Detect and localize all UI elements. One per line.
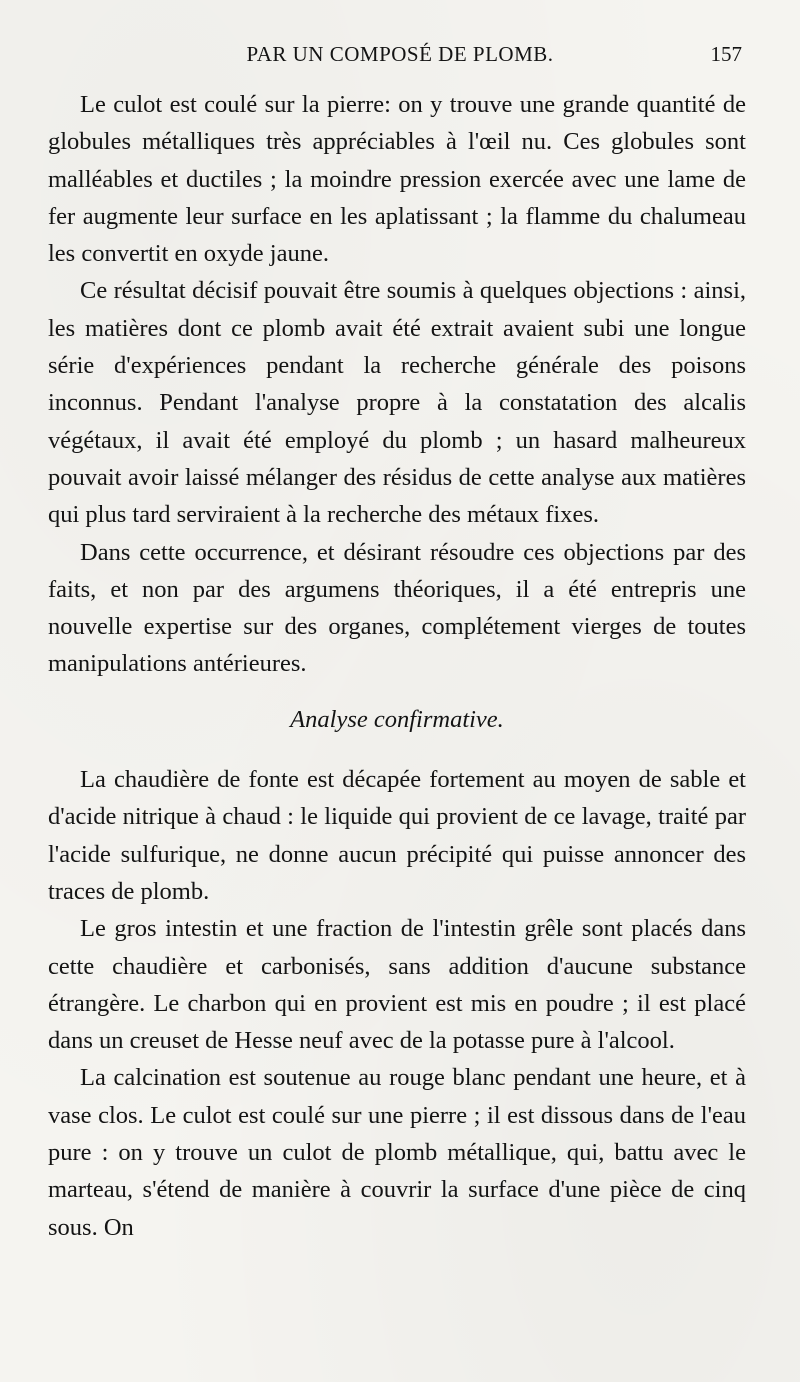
paragraph-intestin: Le gros intestin et une fraction de l'intestin grêle sont placés dans cette chaudière et carbonisés, sans addition d'aucune substance étrangère. Le charbon qui en provient est mis en poudre ; il est placé dans un creuset de Hesse neuf avec de la potasse pure à l'alcool. xyxy=(48,915,746,1055)
paragraph-chaudiere: La chaudière de fonte est décapée fortement au moyen de sable et d'acide nitrique à chaud : le liquide qui provient de ce lavage, traité par l'acide sulfurique, ne donne aucun précipité qui puisse annoncer des traces de plomb. xyxy=(48,766,746,905)
paragraph-nouvelle-expertise: Dans cette occurrence, et désirant résoudre ces objections par des faits, et non par des argumens théoriques, il a été entrepris une nouvelle expertise sur des organes, complétement vierges de toutes manipulations antérieures. xyxy=(48,538,746,678)
paragraph-objections: Ce résultat décisif pouvait être soumis à quelques objections : ainsi, les matières dont ce plomb avait été extrait avaient subi une longue série d'expériences pendant la recherche générale des poisons inconnus. Pendant l'analyse propre à la constatation des alcalis végétaux, il avait été employé du plomb ; un hasard malheureux pouvait avoir laissé mélanger des résidus de cette analyse aux matières qui plus tard serviraient à la recherche des métaux fixes. xyxy=(48,277,746,529)
running-title: PAR UN COMPOSÉ DE PLOMB. xyxy=(246,42,554,66)
running-head xyxy=(48,38,752,74)
paragraph-culot: Le culot est coulé sur la pierre: on y trouve une grande quantité de globules métalliques très appréciables à l'œil nu. Ces globules sont malléables et ductiles ; la moindre pression exercée avec une lame de fer augmente leur surface en les aplatissant ; la flamme du chalumeau les convertit en oxyde jaune. xyxy=(48,91,746,268)
section-title: Analyse confirmative. xyxy=(290,705,504,733)
body-text xyxy=(48,86,746,1246)
page-number: 157 xyxy=(710,42,742,66)
paragraph-calcination: La calcination est soutenue au rouge blanc pendant une heure, et à vase clos. Le culot est coulé sur une pierre ; il est dissous dans de l'eau pure : on y trouve un culot de plomb métallique, qui, battu avec le marteau, s'étend de manière à couvrir la surface d'une pièce de cinq sous. On xyxy=(48,1064,746,1241)
